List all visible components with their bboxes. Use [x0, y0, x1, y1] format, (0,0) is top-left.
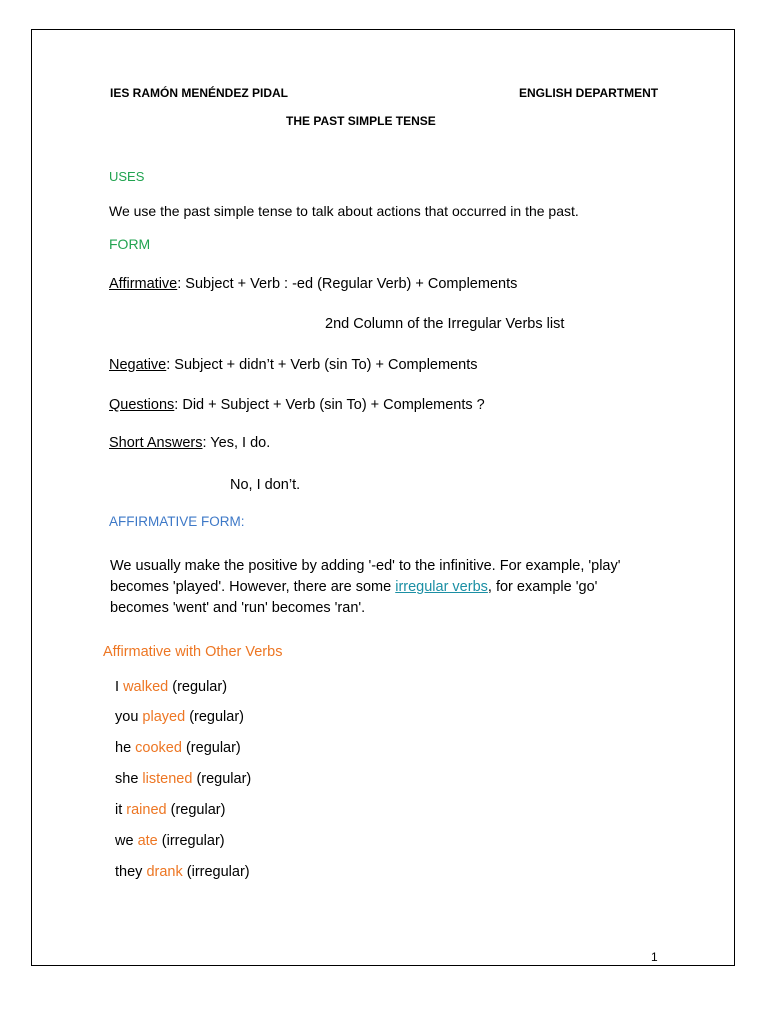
form-heading: FORM [109, 236, 151, 252]
negative-label: Negative [109, 357, 167, 373]
page-number: 1 [651, 950, 658, 964]
affirmative-paragraph [110, 556, 640, 619]
verb-subject: I [115, 679, 120, 695]
affirmative-text: : Subject + Verb : -ed (Regular Verb) + Complements [177, 276, 518, 292]
verb-type: (regular) [172, 679, 228, 695]
verb-past-form: cooked [135, 740, 182, 756]
uses-text: We use the past simple tense to talk about actions that occurred in the past. [109, 203, 579, 219]
list-item [115, 802, 225, 818]
department-name: ENGLISH DEPARTMENT [519, 86, 659, 100]
verb-type: (irregular) [161, 833, 225, 849]
list-item [115, 740, 241, 756]
verb-past-form: listened [142, 771, 193, 787]
verb-subject: we [115, 833, 134, 849]
affirmative-form-heading: AFFIRMATIVE FORM: [109, 514, 245, 529]
questions-label: Questions [109, 397, 175, 413]
list-item [115, 709, 244, 725]
questions-text: : Did + Subject + Verb (sin To) + Complements ? [174, 397, 485, 413]
short-answer-no: No, I don’t. [230, 477, 301, 493]
verb-past-form: played [142, 709, 186, 725]
verb-subject: they [115, 864, 143, 880]
list-item [115, 833, 225, 849]
verb-subject: it [115, 802, 123, 818]
negative-text: : Subject + didn’t + Verb (sin To) + Complements [166, 357, 478, 373]
verb-type: (regular) [189, 709, 244, 725]
irregular-verbs-link[interactable]: irregular verbs [395, 579, 488, 595]
negative-rule [109, 357, 477, 373]
other-verbs-heading: Affirmative with Other Verbs [103, 644, 283, 660]
verb-type: (irregular) [186, 864, 250, 880]
list-item [115, 864, 250, 880]
uses-heading: USES [109, 169, 145, 184]
verb-past-form: rained [126, 802, 167, 818]
short-answer-yes: : Yes, I do. [202, 435, 271, 451]
paragraph-part-1: We usually make the positive by adding '-ed' to the infinitive. For example, 'play' becomes 'played'. However, there are some [110, 558, 621, 595]
short-answers-rule [109, 435, 270, 451]
verb-subject: you [115, 709, 139, 725]
list-item [115, 679, 227, 695]
questions-rule [109, 397, 485, 413]
verb-past-form: walked [123, 679, 169, 695]
irregular-note: 2nd Column of the Irregular Verbs list [325, 316, 565, 332]
school-name: IES RAMÓN MENÉNDEZ PIDAL [110, 86, 289, 100]
page-title: THE PAST SIMPLE TENSE [286, 114, 436, 128]
paragraph-part-2: , for example 'go' becomes 'went' and 'run' becomes 'ran'. [110, 579, 598, 616]
verb-type: (regular) [196, 771, 252, 787]
verb-past-form: ate [137, 833, 158, 849]
list-item [115, 771, 251, 787]
verb-type: (regular) [170, 802, 226, 818]
affirmative-label: Affirmative [109, 276, 178, 292]
short-answers-label: Short Answers [109, 435, 203, 451]
verb-subject: she [115, 771, 139, 787]
verb-past-form: drank [146, 864, 183, 880]
verb-subject: he [115, 740, 132, 756]
verb-type: (regular) [185, 740, 241, 756]
affirmative-rule [109, 276, 517, 292]
